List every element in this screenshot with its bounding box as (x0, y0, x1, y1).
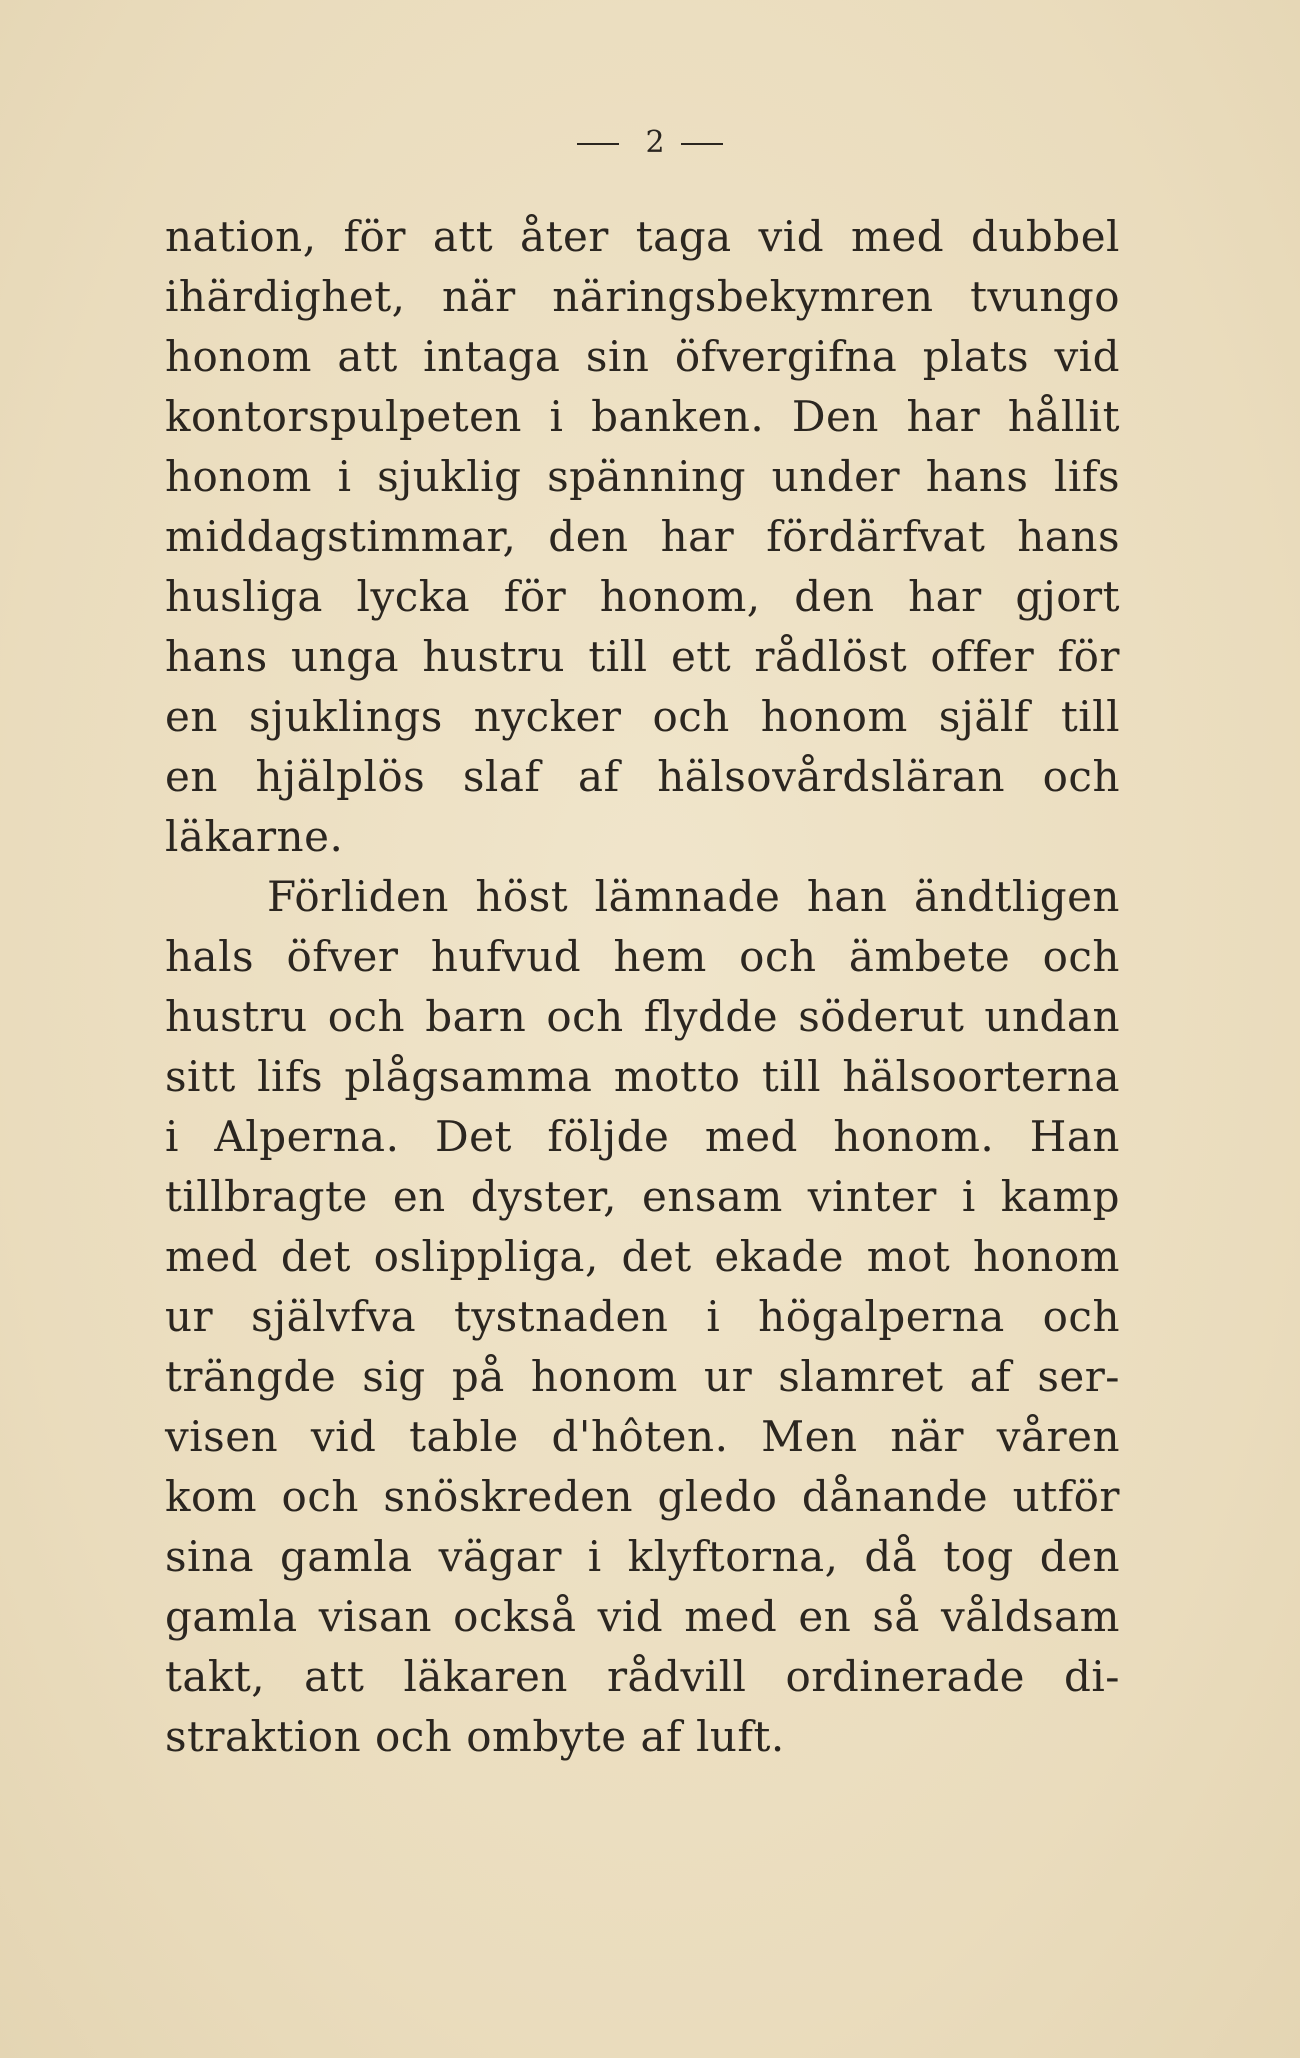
text-line: hustru och barn och flydde söderut undan (165, 992, 1120, 1041)
text-line: i Alperna. Det följde med honom. Han (165, 1112, 1120, 1161)
text-line: en hjälplös slaf af hälsovårdsläran och (165, 752, 1120, 801)
text-line: tillbragte en dyster, ensam vinter i kamp (165, 1172, 1120, 1221)
text-line: middagstimmar, den har fördärfvat hans (165, 512, 1120, 561)
text-line: gamla visan också vid med en så våldsam (165, 1592, 1120, 1641)
text-line: takt, att läkaren rådvill ordinerade di- (165, 1652, 1120, 1701)
text-line: sitt lifs plågsamma motto till hälsoorterna (165, 1052, 1120, 1101)
text-line: hals öfver hufvud hem och ämbete och (165, 932, 1120, 981)
text-line: trängde sig på honom ur slamret af ser- (165, 1352, 1120, 1401)
body-text (165, 207, 1120, 1767)
page-header (0, 125, 1300, 160)
page-number: 2 (645, 125, 667, 160)
header-dash-left (577, 143, 619, 145)
text-line: en sjuklings nycker och honom själf till (165, 692, 1120, 741)
text-line: kom och snöskreden gledo dånande utför (165, 1472, 1120, 1521)
text-line: kontorspulpeten i banken. Den har hållit (165, 392, 1120, 441)
text-line: husliga lycka för honom, den har gjort (165, 572, 1120, 621)
text-line: visen vid table d'hôten. Men när våren (165, 1412, 1120, 1461)
text-line: sina gamla vägar i klyftorna, då tog den (165, 1532, 1120, 1581)
text-line: ur självfva tystnaden i högalperna och (165, 1292, 1120, 1341)
text-line: hans unga hustru till ett rådlöst offer för (165, 632, 1120, 681)
text-line: Förliden höst lämnade han ändtligen (267, 872, 1120, 921)
text-line: nation, för att åter taga vid med dubbel (165, 212, 1120, 261)
text-line: straktion och ombyte af luft. (165, 1712, 785, 1761)
text-line: honom i sjuklig spänning under hans lifs (165, 452, 1120, 501)
text-line: honom att intaga sin öfvergifna plats vid (165, 332, 1120, 381)
text-line: läkarne. (165, 812, 344, 861)
header-dash-right (681, 143, 723, 145)
text-line: med det oslippliga, det ekade mot honom (165, 1232, 1120, 1281)
text-line: ihärdighet, när näringsbekymren tvungo (165, 272, 1120, 321)
